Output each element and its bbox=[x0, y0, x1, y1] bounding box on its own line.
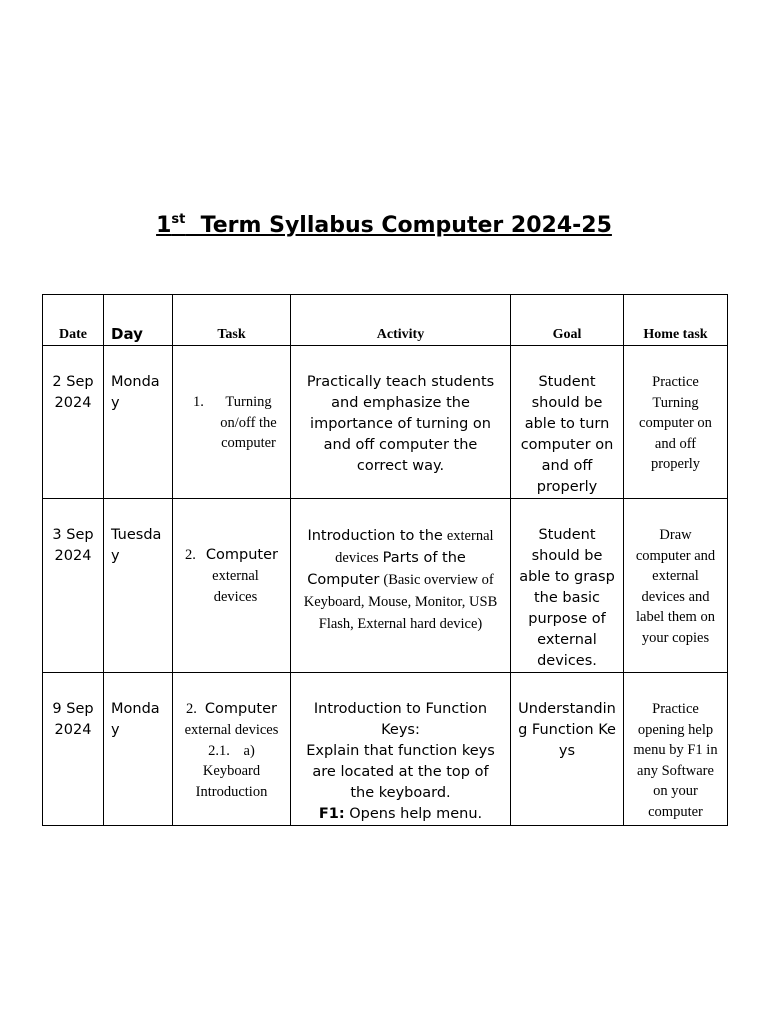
home-task-cell: Practice opening help menu by F1 in any Software on your computer bbox=[624, 673, 728, 826]
day-cell: Tuesda y bbox=[104, 499, 173, 673]
day-cell: Monda y bbox=[104, 673, 173, 826]
header-activity: Activity bbox=[291, 295, 511, 346]
header-date: Date bbox=[43, 295, 104, 346]
title-superscript: st bbox=[171, 212, 186, 227]
activity-cell: Practically teach students and emphasize the importance of turning on and off computer the correct way. bbox=[291, 346, 511, 499]
task-main: Computer bbox=[205, 547, 278, 563]
header-home-task: Home task bbox=[624, 295, 728, 346]
task-number: 1. bbox=[193, 394, 204, 410]
date-cell: 2 Sep 2024 bbox=[43, 346, 104, 499]
date-cell: 9 Sep 2024 bbox=[43, 673, 104, 826]
task-number: 2. bbox=[186, 701, 197, 717]
task-cell bbox=[173, 346, 291, 499]
table-row bbox=[43, 499, 728, 673]
task-text: Turning on/off the computer bbox=[220, 394, 277, 451]
activity-cell: Introduction to the external devices Parts of the Computer (Basic overview of Keyboard, Mouse, Monitor, USB Flash, External hard device) bbox=[291, 499, 511, 673]
page-title bbox=[0, 210, 768, 242]
task-cell bbox=[173, 673, 291, 826]
title-prefix: 1 bbox=[156, 213, 172, 238]
goal-cell: Student should be able to turn computer on and off properly bbox=[511, 346, 624, 499]
function-key-label: F1: bbox=[318, 806, 345, 822]
day-cell: Monda y bbox=[104, 346, 173, 499]
task-sub: external devices bbox=[212, 568, 259, 605]
task-main: Computer bbox=[204, 701, 277, 717]
task-subitem: a) Keyboard Introduction bbox=[195, 742, 268, 800]
goal-cell: Student should be able to grasp the basic purpose of external devices. bbox=[511, 499, 624, 673]
function-key-desc: Opens help menu. bbox=[349, 806, 483, 822]
task-sub: external devices bbox=[184, 722, 279, 738]
header-task: Task bbox=[173, 295, 291, 346]
header-day: Day bbox=[104, 295, 173, 346]
syllabus-table bbox=[42, 294, 728, 826]
task-number: 2. bbox=[185, 547, 196, 563]
activity-cell: Introduction to Function Keys: Explain that function keys are located at the top of the keyboard. F1: Opens help menu. bbox=[291, 673, 511, 826]
date-cell: 3 Sep 2024 bbox=[43, 499, 104, 673]
home-task-cell: Practice Turning computer on and off properly bbox=[624, 346, 728, 499]
table-header-row bbox=[43, 295, 728, 346]
task-cell bbox=[173, 499, 291, 673]
table-row bbox=[43, 673, 728, 826]
task-subnumber: 2.1. bbox=[208, 742, 230, 759]
home-task-cell: Draw computer and external devices and label them on your copies bbox=[624, 499, 728, 673]
goal-cell: Understanding Function Keys bbox=[511, 673, 624, 826]
title-rest: Term Syllabus Computer 2024-25 bbox=[185, 213, 612, 238]
header-goal: Goal bbox=[511, 295, 624, 346]
table-row bbox=[43, 346, 728, 499]
